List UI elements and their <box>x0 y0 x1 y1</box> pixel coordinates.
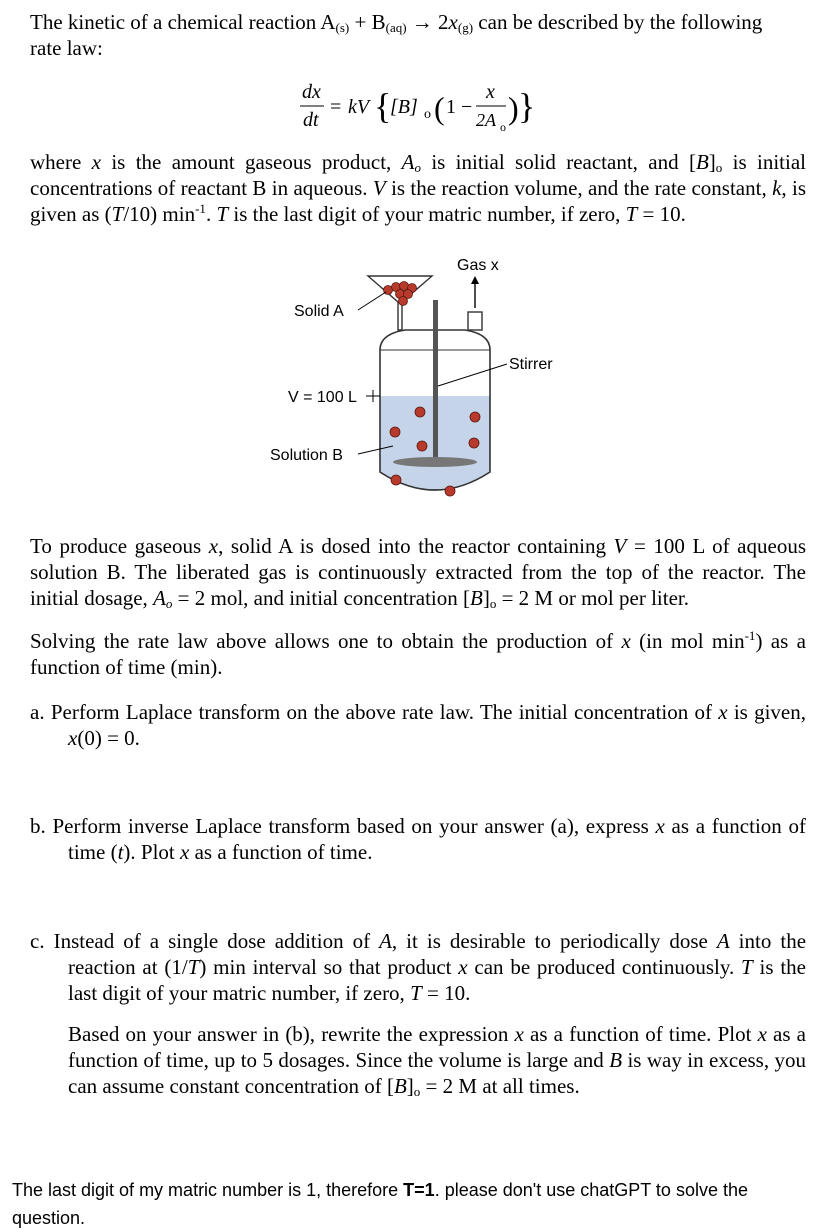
solution-particle <box>445 486 455 496</box>
solution-particle <box>469 438 479 448</box>
question-c-part2: Based on your answer in (b), rewrite the expression x as a function of time. Plot x as a function of time, up to 5 dosages. Since the volume is large and B is way in excess, you can assume constant concentration of $[B]_o = 2$ M at all times. <box>68 1022 806 1099</box>
definitions-paragraph: where x is the amount gaseous product, $A_o$ is initial solid reactant, and $[B]_o$ is initial concentrations of reactant B in aqueous. V is the reaction volume, and the rate constant, k, is given as (T/10) $\min^{-1}$. T is the last digit of your matric number, if zero, T = 10. <box>30 150 806 226</box>
question-c: c. Instead of a single dose addition of A, it is desirable to periodically dose A into the reaction at (1/T) min interval so that product x can be produced continuously. T is the last digit of your matric number, if zero, T = 10. <box>30 929 807 1005</box>
question-a: a. Perform Laplace transform on the above rate law. The initial concentration of x is given, x(0) = 0. <box>30 700 806 750</box>
eq-b0: [B] <box>390 96 418 118</box>
gas-outlet-tube <box>468 312 482 330</box>
reactor-diagram <box>260 250 580 510</box>
dosing-paragraph: To produce gaseous x, solid A is dosed into the reactor containing V = 100 L of aqueous solution B. The liberated gas is continuously extracted from the top of the reactor. The initial dosage, $A_o = 2$ mol, and initial concentration $[B]_o = 2$ M or mol per liter. <box>30 534 807 611</box>
student-note: The last digit of my matric number is 1, therefore T=1. please don't use chatGPT to solve the question. <box>12 1180 748 1228</box>
gas-label: Gas x <box>457 257 499 274</box>
solid-label: Solid A <box>294 303 344 320</box>
stirrer-paddle <box>393 457 477 467</box>
solution-particle <box>417 441 427 451</box>
solution-particle <box>390 427 400 437</box>
solid-particle <box>400 282 409 291</box>
rate-law-equation <box>300 78 560 136</box>
eq-paren-open: ( <box>434 90 445 126</box>
solving-paragraph: Solving the rate law above allows one to obtain the production of x (in mol $\min^{-1}$) as a function of time (min). <box>30 628 806 679</box>
eq-2a0-sub: o <box>500 120 506 134</box>
eq-x: x <box>486 81 495 103</box>
solution-particle <box>470 412 480 422</box>
solution-label: Solution B <box>270 447 343 464</box>
question-b: b. Perform inverse Laplace transform based on your answer (a), express x as a function of time (t). Plot x as a function of time. <box>30 814 807 864</box>
eq-dt: dt <box>303 109 319 131</box>
eq-paren-close: ) <box>508 90 519 126</box>
volume-label: V = 100 L <box>288 389 357 406</box>
eq-one: 1 − <box>446 96 473 118</box>
eq-2a0: 2A <box>476 110 496 130</box>
eq-dx: dx <box>302 81 321 103</box>
eq-kv: kV <box>348 96 370 118</box>
eq-brace-open: { <box>374 86 392 126</box>
solution-particle <box>391 475 401 485</box>
eq-b0-sub: o <box>424 107 431 122</box>
solid-leader-line <box>358 292 386 310</box>
stirrer-shaft <box>433 300 438 460</box>
stirrer-leader-line <box>438 364 507 386</box>
intro-paragraph: The kinetic of a chemical reaction $A_{(s)} + B_{(aq)} \to 2x_{(g)}$ can be described by the following rate law: <box>30 10 763 60</box>
solution-particle <box>415 407 425 417</box>
eq-brace-close: } <box>518 86 536 126</box>
eq-equals: = <box>330 96 342 118</box>
gas-arrow-head <box>471 276 479 284</box>
solid-particle <box>399 297 408 306</box>
stirrer-label: Stirrer <box>509 356 553 373</box>
